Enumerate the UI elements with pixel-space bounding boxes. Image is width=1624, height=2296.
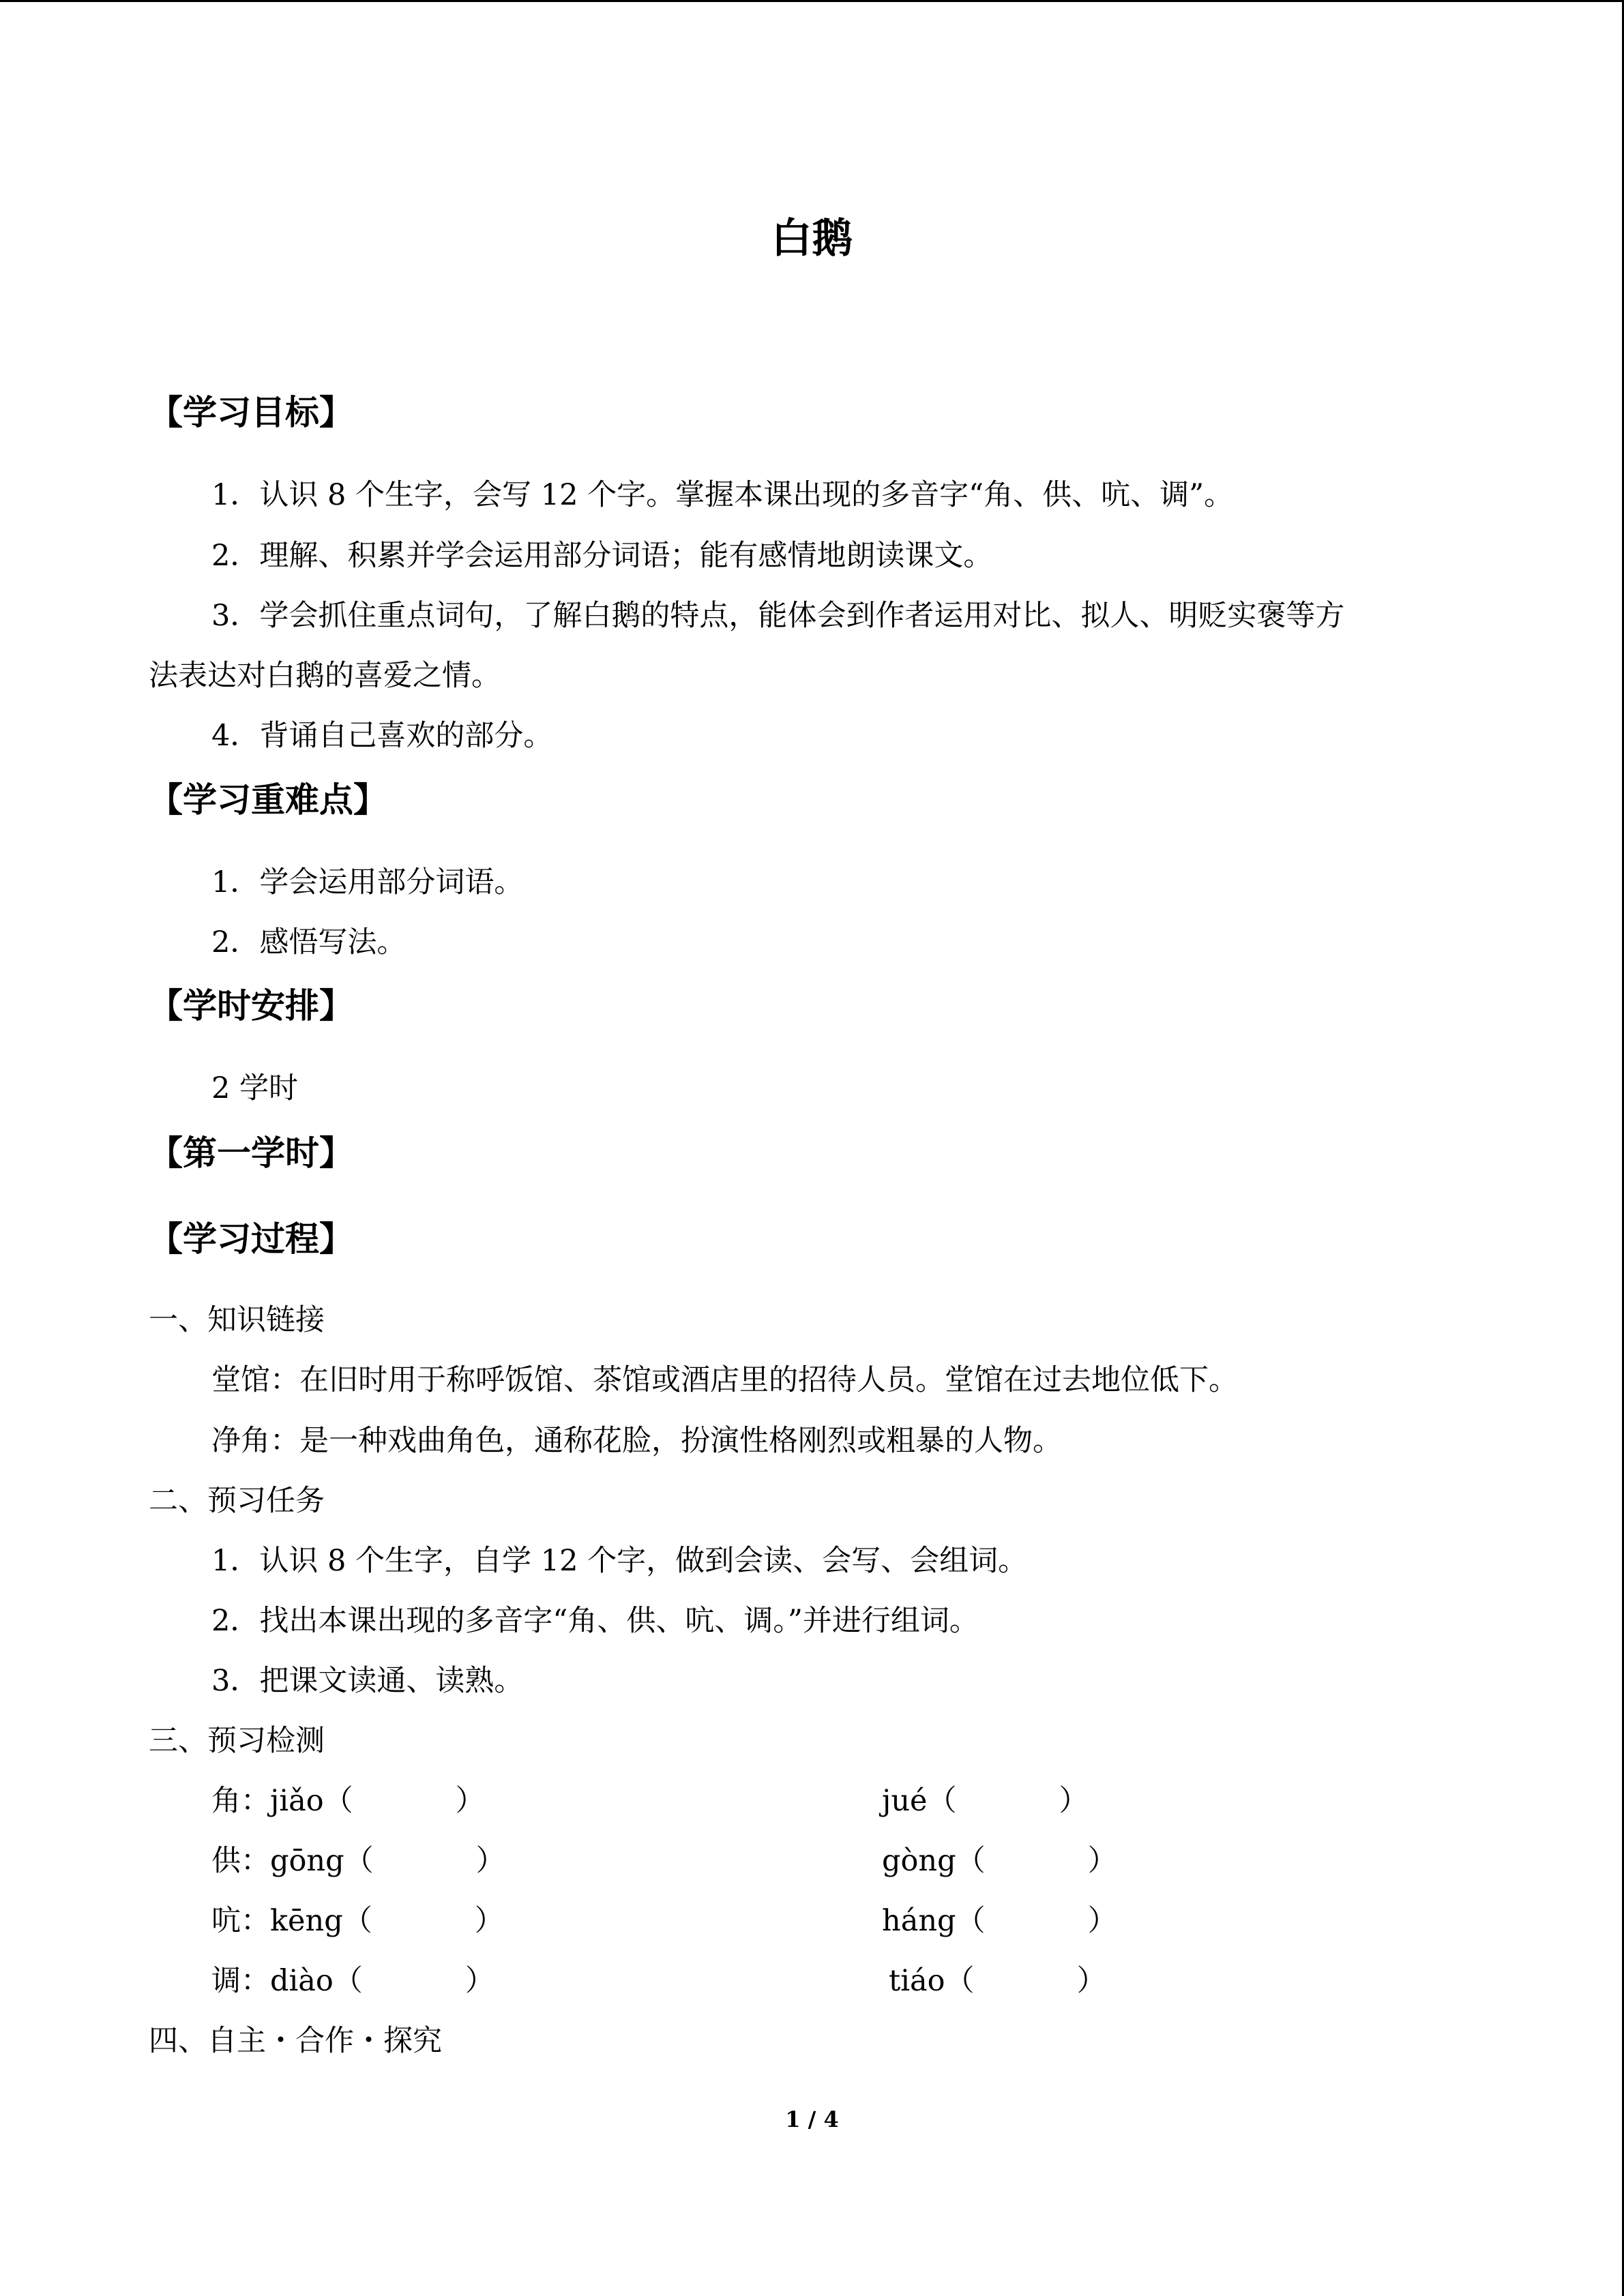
goal-item-3: 3．学会抓住重点词句，了解白鹅的特点，能体会到作者运用对比、拟人、明贬实褒等方	[211, 599, 1345, 633]
pinyin-keng: 吭：kēng（ ）	[211, 1904, 504, 1938]
part2-item-2: 2．找出本课出现的多音字“角、供、吭、调。”并进行组词。	[211, 1604, 979, 1638]
key-point-item-2: 2．感悟写法。	[211, 925, 407, 959]
heading-schedule: 【学时安排】	[149, 986, 353, 1026]
heading-key-points: 【学习重难点】	[149, 780, 387, 820]
part2-item-3: 3．把课文读通、读熟。	[211, 1664, 524, 1698]
part3-title: 三、预习检测	[149, 1724, 325, 1758]
goal-item-4: 4．背诵自己喜欢的部分。	[211, 719, 553, 753]
heading-process: 【学习过程】	[149, 1219, 353, 1259]
key-point-item-1: 1．学会运用部分词语。	[211, 865, 524, 899]
schedule-text: 2 学时	[211, 1071, 299, 1105]
pinyin-jue: jué（ ）	[882, 1784, 1089, 1818]
part1-item-2: 净角：是一种戏曲角色，通称花脸，扮演性格刚烈或粗暴的人物。	[211, 1424, 1062, 1458]
pinyin-tiao: tiáo（ ）	[889, 1964, 1106, 1998]
heading-goals: 【学习目标】	[149, 393, 353, 432]
part2-title: 二、预习任务	[149, 1484, 325, 1518]
goal-item-3-cont: 法表达对白鹅的喜爱之情。	[149, 659, 501, 693]
goal-item-2: 2．理解、积累并学会运用部分词语；能有感情地朗读课文。	[211, 539, 993, 573]
page-number: 1 / 4	[785, 2106, 839, 2132]
part2-item-1: 1．认识 8 个生字，自学 12 个字，做到会读、会写、会组词。	[211, 1544, 1028, 1578]
goal-item-1: 1．认识 8 个生字，会写 12 个字。掌握本课出现的多音字“角、供、吭、调”。	[211, 478, 1234, 512]
pinyin-hang: háng（ ）	[882, 1904, 1117, 1938]
pinyin-jiao: 角：jiǎo（ ）	[211, 1784, 485, 1818]
part1-item-1: 堂馆：在旧时用于称呼饭馆、茶馆或酒店里的招待人员。堂馆在过去地位低下。	[211, 1363, 1238, 1397]
part1-title: 一、知识链接	[149, 1303, 325, 1337]
pinyin-gong1: 供：gōng（ ）	[211, 1844, 505, 1878]
heading-first-period: 【第一学时】	[149, 1133, 353, 1173]
pinyin-gong4: gòng（ ）	[882, 1844, 1117, 1878]
page-title: 白鹅	[771, 215, 853, 263]
page-border-top	[0, 0, 1624, 2]
part4-title: 四、自主・合作・探究	[149, 2024, 442, 2058]
pinyin-diao: 调：diào（ ）	[211, 1964, 494, 1998]
